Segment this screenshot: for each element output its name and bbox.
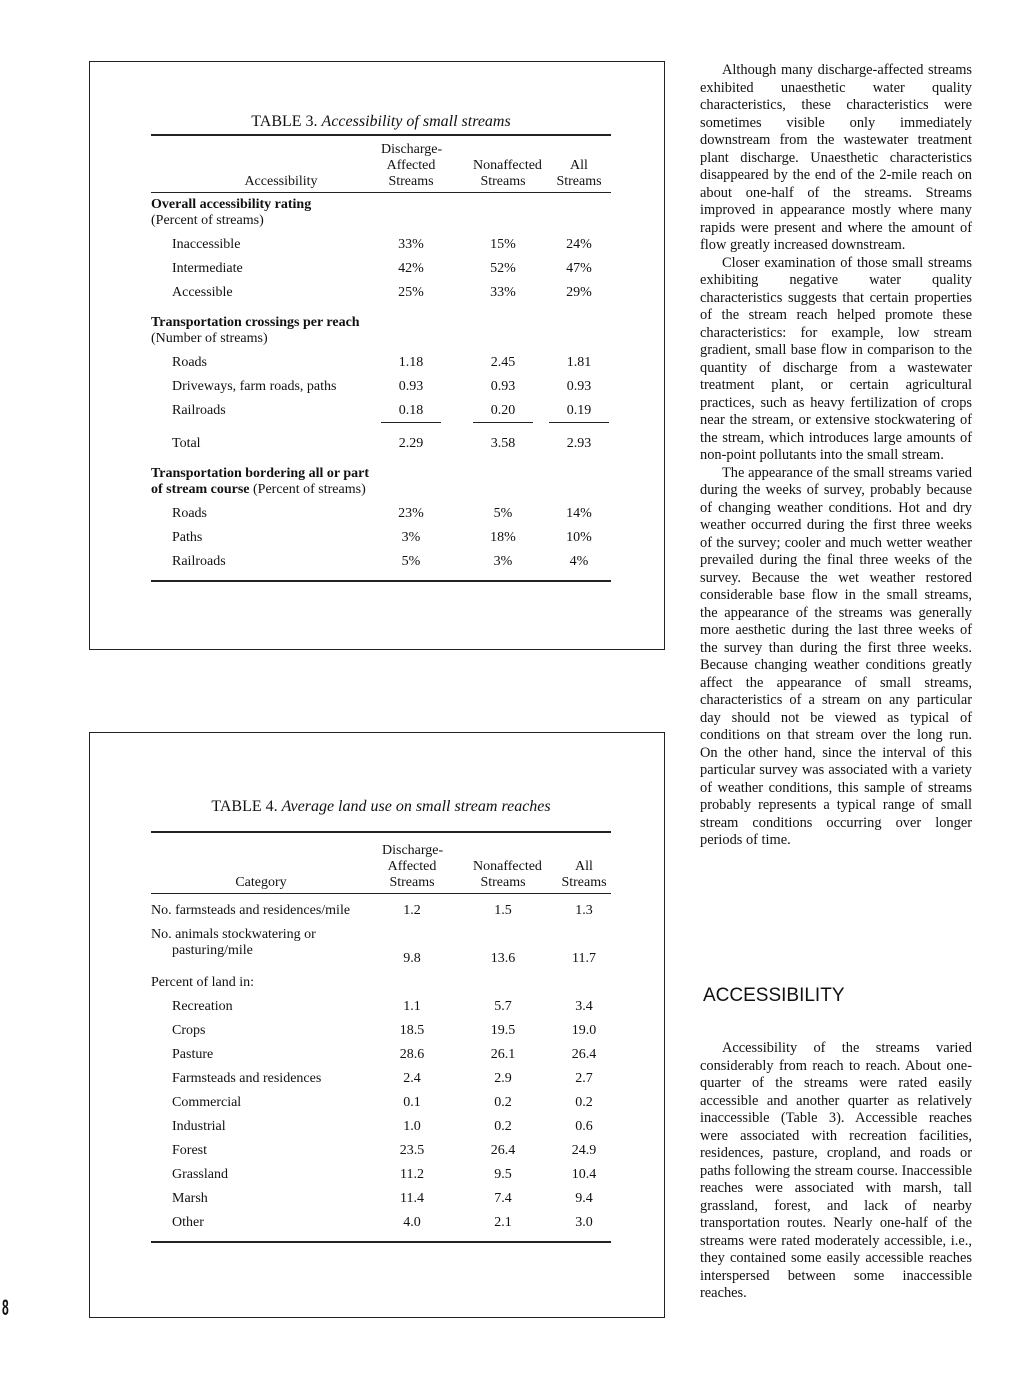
cell-value: 1.5 <box>494 903 512 918</box>
table-row <box>151 526 611 550</box>
row-label: Recreation <box>172 999 233 1014</box>
cell-value: 18.5 <box>399 1023 425 1038</box>
cell-value: 11.4 <box>400 1191 424 1206</box>
paragraph: The appearance of the small streams varied during the weeks of survey, probably because of changing weather conditions. Hot and dry weather occurred during the first three weeks of the survey; cooler and much wetter weather prevailed during the final three weeks of the survey. Because the wet weather restored considerable base flow in the small streams, the appearance of the streams was generally more aesthetic during the last three weeks of the survey than during the first three weeks. Because changing weather conditions greatly affect the appearance of small streams, characteristics of a stream on any particular day should not be viewed as typical of conditions on that stream over the long run. On the other hand, since the interval of this particular survey was associated with a variety of weather conditions, this sample of streams probably represents a typical range of small stream conditions occurring over longer periods of time. <box>700 464 972 848</box>
cell-value: 0.19 <box>549 401 609 423</box>
cell-value: 42% <box>398 261 424 276</box>
cell-value: 0.93 <box>490 379 516 394</box>
cell-value: 33% <box>490 285 516 300</box>
table-4-label: TABLE 4. <box>211 798 278 815</box>
header-discharge-affected: Discharge- Affected Streams <box>381 142 443 189</box>
cell-value: 18% <box>490 530 516 545</box>
table-row <box>151 351 611 375</box>
cell-value: 33% <box>398 237 424 252</box>
table-4-box <box>89 732 665 1318</box>
table-row <box>151 1091 611 1115</box>
section-transportation-bordering <box>151 456 611 502</box>
cell-value: 9.4 <box>575 1191 593 1206</box>
cell-value: 1.2 <box>403 903 421 918</box>
cell-value: 26.1 <box>490 1047 516 1062</box>
row-label: Commercial <box>172 1095 242 1110</box>
cell-value: 11.2 <box>400 1167 424 1182</box>
cell-value: 2.9 <box>494 1071 512 1086</box>
section-transportation-crossings <box>151 305 611 351</box>
cell-value: 5% <box>493 506 513 521</box>
cell-value: 13.6 <box>490 951 516 966</box>
percent-label-row <box>151 971 611 995</box>
table-4-caption <box>151 797 611 817</box>
row-label: Pasture <box>172 1047 214 1062</box>
cell-value: 2.29 <box>398 436 424 451</box>
cell-value: 24.9 <box>571 1143 597 1158</box>
row-label: Roads <box>172 355 207 370</box>
row-label: No. farmsteads and residences/mile <box>151 903 351 918</box>
cell-value: 28.6 <box>399 1047 425 1062</box>
paragraph: Closer examination of those small streams exhibiting negative water quality characteristics suggests that certain properties of the stream reach helped promote these characteristics: for example, low stream gradient, small base flow in comparison to the quantity of discharge from a wastewater treatment plant, or certain agricultural practices, such as heavy fertilization of crops near the stream, or extensive stockwatering of the stream, which introduces large amounts of non-point pollutants into the small stream. <box>700 254 972 463</box>
table-row <box>151 550 611 574</box>
row-label <box>151 927 316 959</box>
table-row <box>151 375 611 399</box>
cell-value: 26.4 <box>571 1047 597 1062</box>
cell-value: 25% <box>398 285 424 300</box>
cell-value: 19.5 <box>490 1023 516 1038</box>
text-column-upper <box>700 62 972 850</box>
row-label: Paths <box>172 530 203 545</box>
row-label: Industrial <box>172 1119 226 1134</box>
table-row <box>151 502 611 526</box>
cell-value: 47% <box>566 261 592 276</box>
cell-value: 9.8 <box>403 951 421 966</box>
table-row <box>151 233 611 257</box>
cell-value: 2.45 <box>490 355 516 370</box>
cell-value: 23.5 <box>399 1143 425 1158</box>
table-row <box>151 1187 611 1211</box>
section-title: Transportation crossings per reach <box>151 315 360 330</box>
cell-value: 0.2 <box>494 1095 512 1110</box>
cell-value: 52% <box>490 261 516 276</box>
cell-value: 1.81 <box>566 355 592 370</box>
table-row <box>151 257 611 281</box>
row-label: Intermediate <box>172 261 243 276</box>
row-label: Railroads <box>172 554 226 569</box>
header-category: Category <box>235 875 287 890</box>
table-row <box>151 1019 611 1043</box>
table-row <box>151 995 611 1019</box>
cell-value: 29% <box>566 285 592 300</box>
table-row <box>151 1211 611 1235</box>
row-label: Percent of land in: <box>151 975 255 990</box>
cell-value: 2.4 <box>403 1071 421 1086</box>
table-row <box>151 923 611 971</box>
page-number: 8 <box>2 1295 9 1320</box>
row-label: Grassland <box>172 1167 228 1182</box>
cell-value: 11.7 <box>572 951 596 966</box>
section-subtitle: (Percent of streams) <box>253 482 366 497</box>
table-3 <box>151 112 611 582</box>
row-label: Inaccessible <box>172 237 241 252</box>
table-3-caption <box>151 112 611 132</box>
table-row <box>151 281 611 305</box>
paragraph: Although many discharge-affected streams exhibited unaesthetic water quality characteristics, these characteristics were sometimes visible only immediately downstream from the wastewater treatment plant discharge. Unaesthetic characteristics disappeared by the end of the 2-mile reach on about one-half of the streams. Streams improved in appearance mostly where many rapids were present and where the amount of flow greatly increased downstream. <box>700 62 972 253</box>
row-label: Railroads <box>172 403 226 418</box>
row-label: Total <box>172 436 201 451</box>
cell-value: 1.18 <box>398 355 424 370</box>
cell-value: 0.2 <box>575 1095 593 1110</box>
cell-value: 14% <box>566 506 592 521</box>
table-4-title: Average land use on small stream reaches <box>281 798 551 815</box>
header-discharge-affected: Discharge- Affected Streams <box>382 843 444 890</box>
section-overall-accessibility <box>151 193 611 233</box>
cell-value: 5% <box>401 554 421 569</box>
cell-value: 23% <box>398 506 424 521</box>
table-4 <box>151 797 611 1243</box>
paragraph: Accessibility of the streams varied considerably from reach to reach. About one-quarter of the streams were rated easily accessible and another quarter as relatively inaccessible (Table 3). Accessible reaches were associated with recreation facilities, residences, pasture, cropland, and roads or paths following the stream course. Inaccessible reaches were associated with marsh, tall grassland, forest, and lack of nearby transportation routes. Nearly one-half of the streams were rated moderately accessible, i.e., they contained some easily accessible reaches interspersed between some inaccessible reaches. <box>700 1040 972 1301</box>
cell-value: 4% <box>569 554 589 569</box>
row-label: Roads <box>172 506 207 521</box>
table-row <box>151 1163 611 1187</box>
cell-value: 26.4 <box>490 1143 516 1158</box>
row-label-line1: No. animals stockwatering or <box>151 927 316 942</box>
row-label: Driveways, farm roads, paths <box>172 379 337 394</box>
section-subtitle: (Percent of streams) <box>151 213 264 228</box>
cell-value: 3% <box>493 554 513 569</box>
cell-value: 9.5 <box>494 1167 512 1182</box>
cell-value: 0.6 <box>575 1119 593 1134</box>
table-3-header <box>151 136 611 192</box>
header-all-streams: All Streams <box>556 158 602 189</box>
table-row <box>151 399 611 423</box>
table-row <box>151 899 611 923</box>
cell-value: 0.93 <box>566 379 592 394</box>
section-title-line2: of stream course <box>151 482 250 497</box>
cell-value: 0.93 <box>398 379 424 394</box>
cell-value: 5.7 <box>494 999 512 1014</box>
cell-value: 2.93 <box>566 436 592 451</box>
cell-value: 0.2 <box>494 1119 512 1134</box>
cell-value: 0.18 <box>381 401 441 423</box>
row-label: Farmsteads and residences <box>172 1071 322 1086</box>
row-label: Other <box>172 1215 204 1230</box>
table-row-total <box>151 432 611 456</box>
cell-value: 3.58 <box>490 436 516 451</box>
row-label: Marsh <box>172 1191 208 1206</box>
cell-value: 10% <box>566 530 592 545</box>
cell-value: 4.0 <box>403 1215 421 1230</box>
cell-value: 0.20 <box>473 401 533 423</box>
table-row <box>151 1043 611 1067</box>
cell-value: 7.4 <box>494 1191 512 1206</box>
cell-value: 0.1 <box>403 1095 421 1110</box>
table-row <box>151 1115 611 1139</box>
cell-value: 15% <box>490 237 516 252</box>
header-nonaffected: Nonaffected Streams <box>473 158 542 189</box>
cell-value: 1.0 <box>403 1119 421 1134</box>
header-accessibility: Accessibility <box>244 174 318 189</box>
text-column-lower <box>700 1040 972 1303</box>
cell-value: 3.0 <box>575 1215 593 1230</box>
table-4-header <box>151 833 611 893</box>
row-label: Crops <box>172 1023 206 1038</box>
header-all-streams: All Streams <box>561 859 607 890</box>
cell-value: 2.7 <box>575 1071 593 1086</box>
row-label: Accessible <box>172 285 233 300</box>
header-nonaffected: Nonaffected Streams <box>473 859 542 890</box>
table-3-label: TABLE 3. <box>251 113 318 130</box>
table-3-title: Accessibility of small streams <box>321 113 511 130</box>
cell-value: 1.1 <box>403 999 421 1014</box>
section-title-line1: Transportation bordering all or part <box>151 466 370 481</box>
cell-value: 1.3 <box>575 903 593 918</box>
cell-value: 3.4 <box>575 999 593 1014</box>
cell-value: 10.4 <box>571 1167 597 1182</box>
section-subtitle: (Number of streams) <box>151 331 268 346</box>
row-label-line2: pasturing/mile <box>172 943 253 958</box>
cell-value: 2.1 <box>494 1215 512 1230</box>
table-3-box <box>89 61 665 650</box>
section-title: Overall accessibility rating <box>151 197 312 212</box>
section-heading-accessibility: ACCESSIBILITY <box>703 985 845 1006</box>
cell-value: 19.0 <box>571 1023 597 1038</box>
row-label: Forest <box>172 1143 207 1158</box>
table-row <box>151 1139 611 1163</box>
table-row <box>151 1067 611 1091</box>
cell-value: 3% <box>401 530 421 545</box>
cell-value: 24% <box>566 237 592 252</box>
